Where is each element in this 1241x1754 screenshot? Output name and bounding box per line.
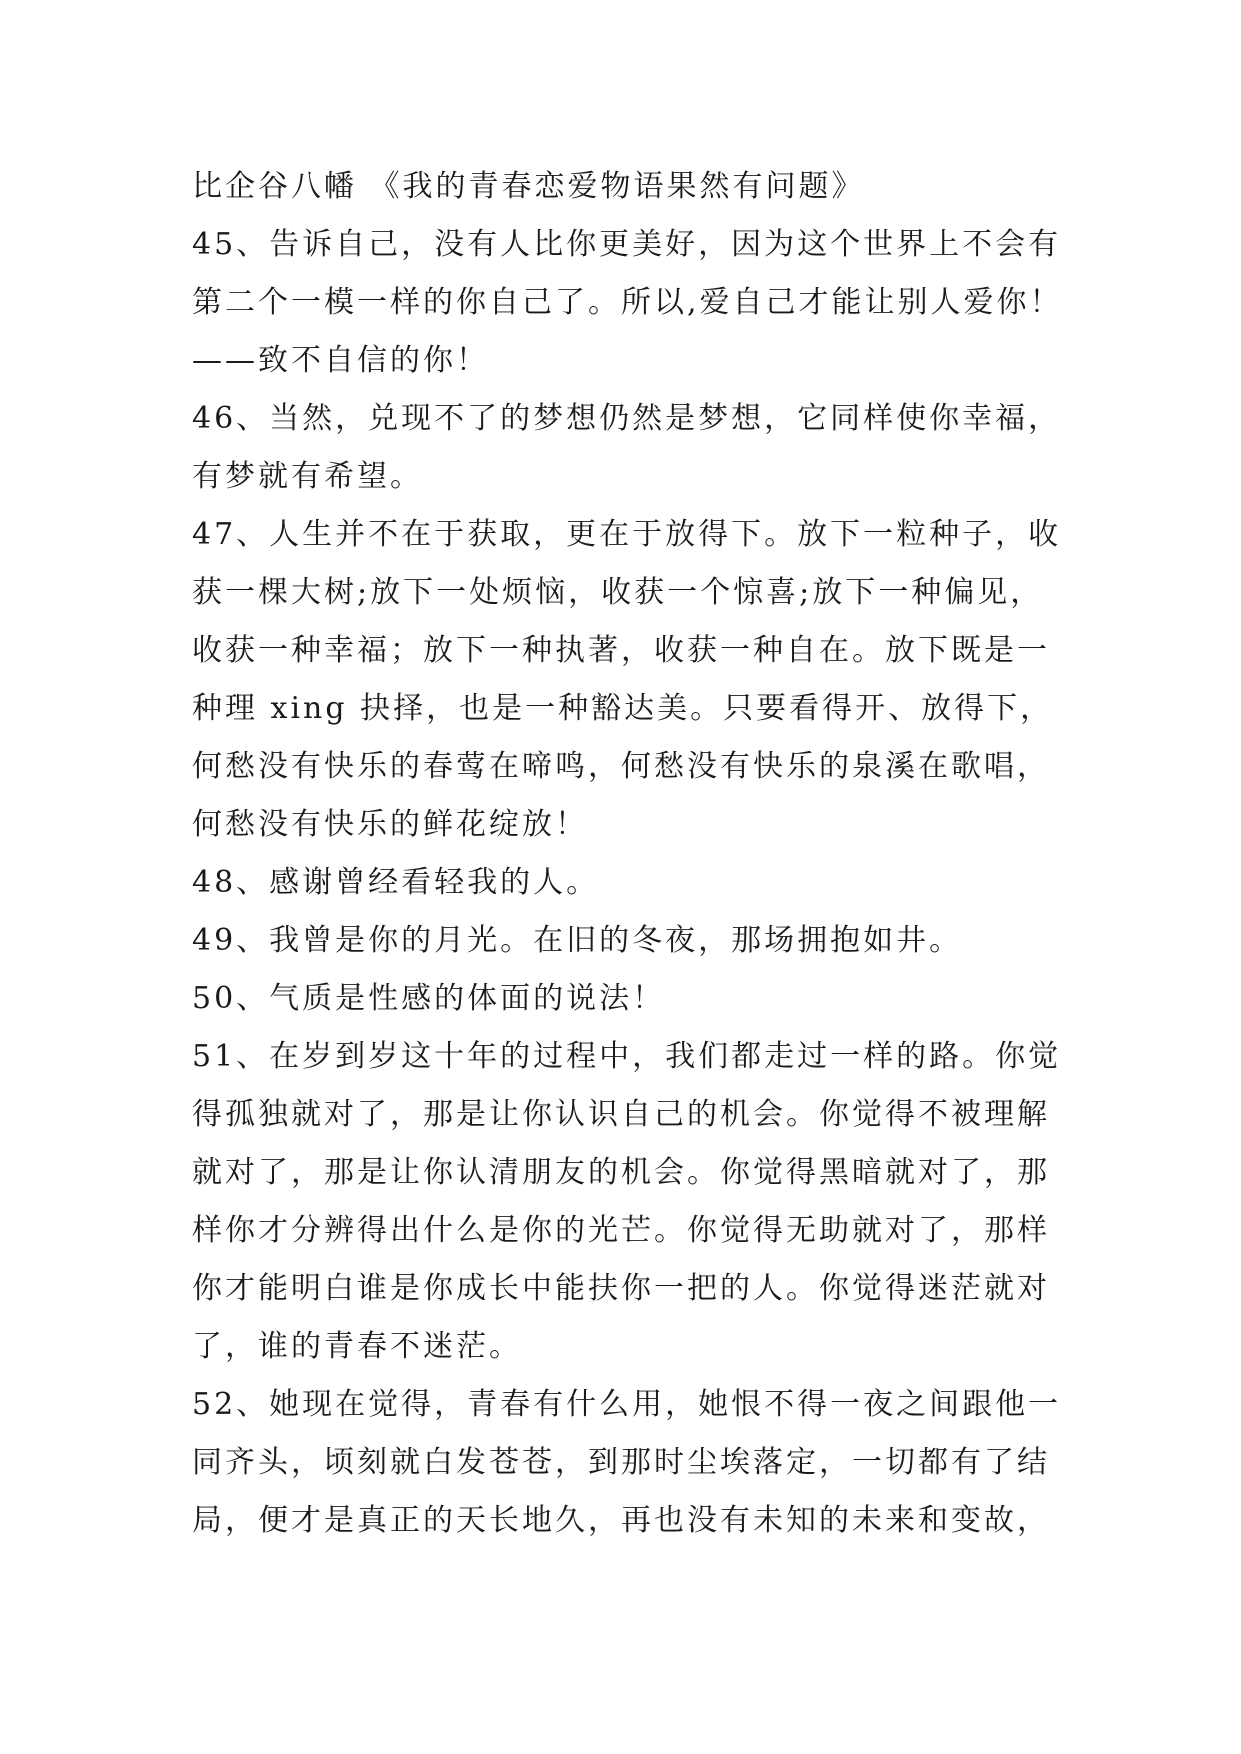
text-line: ——致不自信的你！ [192, 343, 489, 378]
text-line: 49、我曾是你的月光。在旧的冬夜，那场拥抱如井。 [192, 923, 963, 958]
text-line: 了，谁的青春不迷茫。 [192, 1329, 522, 1364]
text-line: 得孤独就对了，那是让你认识自己的机会。你觉得不被理解 [192, 1097, 1050, 1132]
text-line: 何愁没有快乐的鲜花绽放！ [192, 807, 588, 842]
text-line: 第二个一模一样的你自己了。所以,爱自己才能让别人爱你！ [192, 285, 1063, 320]
text-line: 何愁没有快乐的春莺在啼鸣，何愁没有快乐的泉溪在歌唱， [192, 749, 1050, 784]
text-line: 比企谷八幡 《我的青春恋爱物语果然有问题》 [192, 169, 865, 204]
text-line: 局，便才是真正的天长地久，再也没有未知的未来和变故， [192, 1503, 1050, 1538]
text-line: 种理 xing 抉择，也是一种豁达美。只要看得开、放得下， [192, 691, 1054, 726]
text-line: 收获一种幸福；放下一种执著，收获一种自在。放下既是一 [192, 633, 1050, 668]
document-body [192, 158, 1072, 1550]
text-line: 45、告诉自己，没有人比你更美好，因为这个世界上不会有 [192, 227, 1062, 262]
text-line: 你才能明白谁是你成长中能扶你一把的人。你觉得迷茫就对 [192, 1271, 1050, 1306]
text-line: 同齐头，顷刻就白发苍苍，到那时尘埃落定，一切都有了结 [192, 1445, 1050, 1480]
text-line: 50、气质是性感的体面的说法！ [192, 981, 666, 1016]
text-line: 46、当然，兑现不了的梦想仍然是梦想，它同样使你幸福， [192, 401, 1062, 436]
text-line: 获一棵大树;放下一处烦恼，收获一个惊喜;放下一种偏见， [192, 575, 1044, 610]
text-line: 样你才分辨得出什么是你的光芒。你觉得无助就对了，那样 [192, 1213, 1050, 1248]
text-line: 有梦就有希望。 [192, 459, 423, 494]
text-line: 48、感谢曾经看轻我的人。 [192, 865, 600, 900]
text-line: 47、人生并不在于获取，更在于放得下。放下一粒种子，收 [192, 517, 1062, 552]
text-line: 52、她现在觉得，青春有什么用，她恨不得一夜之间跟他一 [192, 1387, 1062, 1422]
text-line: 就对了，那是让你认清朋友的机会。你觉得黑暗就对了，那 [192, 1155, 1050, 1190]
text-line: 51、在岁到岁这十年的过程中，我们都走过一样的路。你觉 [192, 1039, 1062, 1074]
